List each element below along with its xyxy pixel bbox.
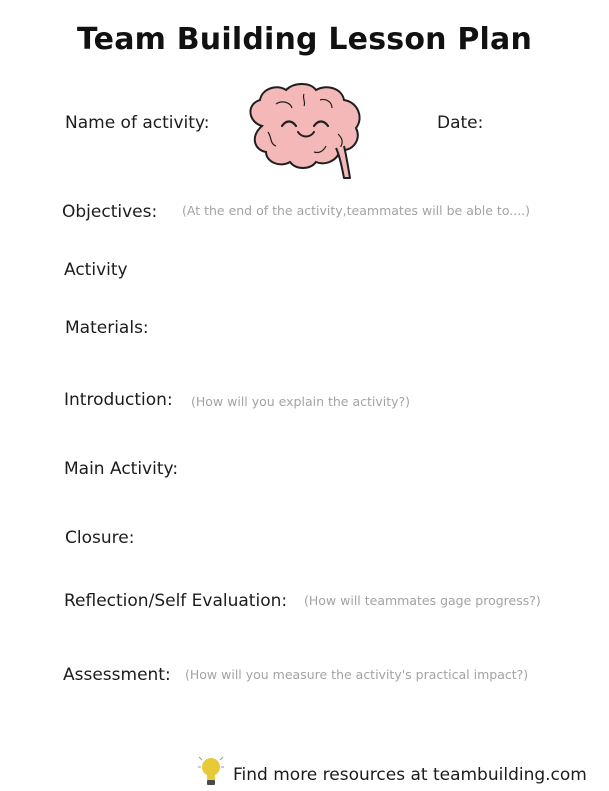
introduction-hint: (How will you explain the activity?) — [191, 394, 411, 409]
reflection-hint: (How will teammates gage progress?) — [304, 593, 541, 608]
assessment-hint: (How will you measure the activity's practical impact?) — [185, 667, 529, 682]
introduction-label: Introduction: — [64, 390, 173, 410]
reflection-self-evaluation-label: Reflection/Self Evaluation: — [64, 591, 288, 611]
date-label: Date: — [437, 113, 484, 133]
smiling-brain-icon — [240, 82, 368, 182]
name-of-activity-label: Name of activity: — [65, 113, 210, 133]
lightbulb-icon — [198, 754, 224, 788]
assessment-label: Assessment: — [63, 665, 171, 685]
objectives-hint: (At the end of the activity,teammates will be able to....) — [182, 203, 531, 218]
objectives-label: Objectives: — [62, 202, 158, 222]
closure-label: Closure: — [65, 528, 135, 548]
footer-resources-text: Find more resources at teambuilding.com — [233, 765, 587, 785]
main-activity-label: Main Activity: — [64, 459, 179, 479]
page-title: Team Building Lesson Plan — [76, 22, 533, 57]
materials-label: Materials: — [65, 318, 149, 338]
activity-label: Activity — [64, 260, 128, 280]
